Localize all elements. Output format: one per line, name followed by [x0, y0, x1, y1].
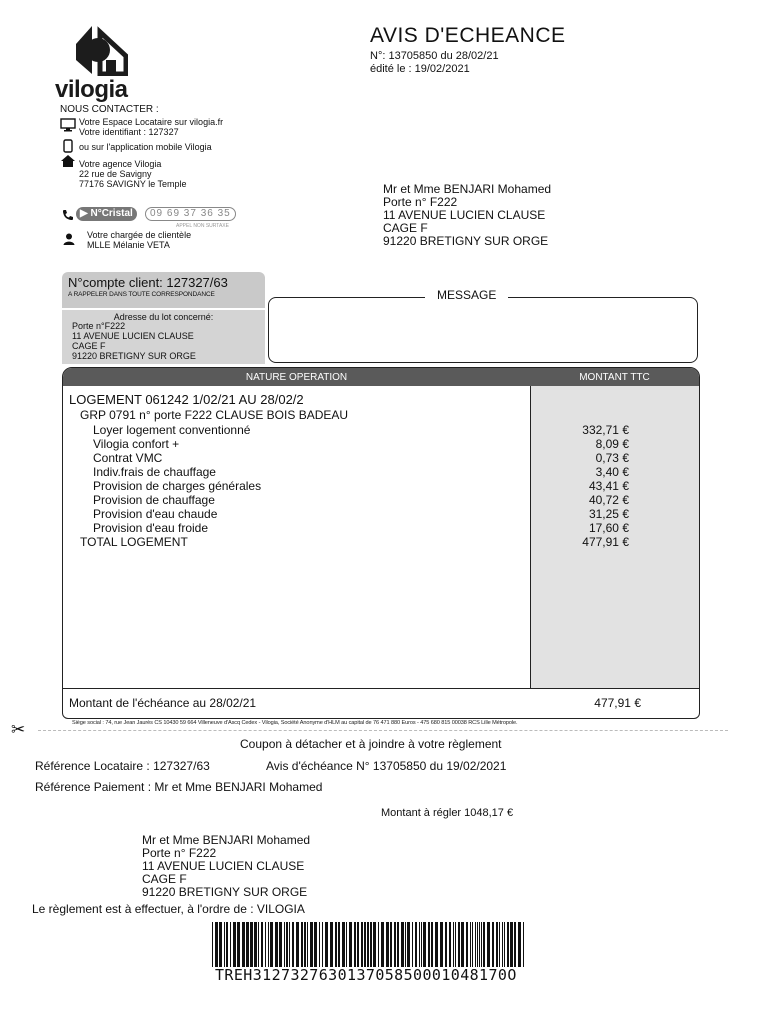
account-box [62, 272, 265, 308]
barcode-bar [304, 922, 306, 967]
line-item-label: Contrat VMC [93, 451, 163, 465]
person-icon [63, 233, 75, 245]
barcode-bar [224, 922, 225, 967]
barcode-bar [435, 922, 438, 967]
barcode-bar [370, 922, 372, 967]
barcode-bar [367, 922, 369, 967]
tenant-reference: Référence Locataire : 127327/63 [35, 759, 210, 773]
barcode-bar [322, 922, 323, 967]
computer-icon [60, 118, 76, 132]
barcode-bar [226, 922, 228, 967]
line-item-amount: 40,72 € [588, 493, 629, 507]
barcode-bar [394, 922, 396, 967]
coupon-address-line: CAGE F [142, 872, 187, 886]
barcode-bar [346, 922, 347, 967]
line-item-amount: 8,09 € [595, 437, 629, 451]
agency-line-2: 22 rue de Savigny [79, 169, 152, 179]
coupon-address-line: Mr et Mme BENJARI Mohamed [142, 833, 311, 847]
play-icon: ▶ [80, 208, 91, 219]
barcode-bar [412, 922, 413, 967]
phone-icon [62, 209, 74, 221]
total-label: TOTAL LOGEMENT [80, 535, 188, 549]
barcode-bar [378, 922, 379, 967]
barcode-bar [419, 922, 420, 967]
vilogia-logo-icon [70, 24, 128, 76]
contact-heading: NOUS CONTACTER : [60, 104, 159, 115]
recipient-address [383, 183, 551, 248]
col-nature-header: NATURE OPERATION [245, 372, 348, 383]
barcode-bar [215, 922, 218, 967]
amount-to-pay: Montant à régler 1048,17 € [381, 807, 514, 819]
barcode-bar [275, 922, 278, 967]
barcode-bar [335, 922, 337, 967]
lot-address-line: 91220 BRETIGNY SUR ORGE [72, 351, 196, 361]
logo-text: vilogia [55, 76, 128, 103]
barcode-bar [518, 922, 521, 967]
line-item-amount: 0,73 € [595, 451, 629, 465]
barcode-bar [237, 922, 240, 967]
coupon-address-line: Porte n° F222 [142, 846, 217, 860]
barcode-bar [502, 922, 503, 967]
barcode-bar [423, 922, 426, 967]
group-line: GRP 0791 n° porte F222 CLAUSE BOIS BADEAU [80, 408, 349, 422]
agent-line-2: MLLE Mélanie VETA [87, 240, 170, 250]
barcode-bar [219, 922, 222, 967]
home-icon [61, 155, 75, 167]
due-label: Montant de l'échéance au 28/02/21 [69, 696, 257, 710]
table-header [63, 368, 699, 386]
barcode-bar [510, 922, 513, 967]
recipient-line: CAGE F [383, 221, 428, 235]
account-number: N°compte client: 127327/63 [68, 275, 228, 290]
barcode-bar [361, 922, 363, 967]
barcode-bar [279, 922, 282, 967]
mobile-line: ou sur l'application mobile Vilogia [79, 142, 212, 152]
barcode-bar [258, 922, 259, 967]
line-item-label: Provision d'eau chaude [93, 507, 218, 521]
account-note: A RAPPELER DANS TOUTE CORRESPONDANCE [68, 291, 215, 298]
payment-order: Le règlement est à effectuer, à l'ordre de : VILOGIA [32, 902, 305, 916]
lot-address-line: 11 AVENUE LUCIEN CLAUSE [72, 331, 194, 341]
line-item-amount: 3,40 € [595, 465, 629, 479]
barcode-bar [523, 922, 524, 967]
barcode-bar [440, 922, 443, 967]
barcode-bar [507, 922, 509, 967]
coupon-address [142, 834, 310, 899]
barcode-bar [242, 922, 245, 967]
notice-reference: Avis d'échéance N° 13705850 du 19/02/2021 [266, 759, 507, 773]
lot-address-box [62, 310, 265, 364]
barcode-bar [481, 922, 482, 967]
barcode-bar [268, 922, 269, 967]
due-amount: 477,91 € [594, 696, 641, 710]
line-item-amount: 17,60 € [588, 521, 629, 535]
legal-footer: Siège social : 74, rue Jean Jaurès CS 10430 59 664 Villeneuve d'Ascq Cedex - Vilogia, Société Anonyme d'HLM au capital de 76 471 880 Euros - 475 680 815 00038 RCS Lille Métropole. [72, 720, 518, 726]
barcode-bar [325, 922, 328, 967]
barcode-bar [250, 922, 253, 967]
cristal-label: N°Cristal [90, 208, 133, 219]
coupon-address-line: 11 AVENUE LUCIEN CLAUSE [142, 859, 305, 873]
barcode-bar [289, 922, 290, 967]
total-amount: 477,91 € [582, 535, 629, 549]
barcode-bar [310, 922, 313, 967]
barcode-bar [364, 922, 366, 967]
barcode-bar [492, 922, 494, 967]
barcode-bar [514, 922, 516, 967]
barcode-bar [357, 922, 359, 967]
barcode-bar [504, 922, 505, 967]
barcode-bar [354, 922, 356, 967]
barcode-bar [307, 922, 308, 967]
barcode-bar [487, 922, 490, 967]
barcode-bar [270, 922, 273, 967]
agency-line-1: Votre agence Vilogia [79, 159, 162, 169]
recipient-line: 91220 BRETIGNY SUR ORGE [383, 234, 549, 248]
barcode-bar [401, 922, 404, 967]
scissors-icon: ✂ [11, 720, 26, 739]
col-amount-header: MONTANT TTC [579, 372, 650, 383]
lot-address-line: CAGE F [72, 341, 106, 351]
web-line-1: Votre Espace Locataire sur vilogia.fr [79, 117, 224, 127]
operations-table [62, 367, 700, 719]
barcode-bar [453, 922, 454, 967]
notice-number: N°: 13705850 du 28/02/21 [370, 50, 499, 62]
agent-line-1: Votre chargée de clientèle [87, 230, 192, 240]
coupon-heading: Coupon à détacher et à joindre à votre règlement [240, 737, 502, 751]
phone-number: 09 69 37 36 35 [145, 207, 236, 221]
barcode-bar [230, 922, 231, 967]
barcode-bar [455, 922, 456, 967]
lot-address-title: Adresse du lot concerné: [113, 312, 214, 322]
barcode-bar [449, 922, 451, 967]
barcode-bar [330, 922, 333, 967]
barcode-bar [431, 922, 433, 967]
line-item-label: Provision d'eau froide [93, 521, 209, 535]
barcode-bar [284, 922, 285, 967]
barcode-bar [246, 922, 249, 967]
barcode-bar [466, 922, 468, 967]
barcode-bar [499, 922, 500, 967]
lot-address-line: Porte n°F222 [72, 321, 126, 331]
barcode-bar [390, 922, 392, 967]
barcode-bar [338, 922, 340, 967]
barcode-bar [477, 922, 478, 967]
barcode-bar [470, 922, 471, 967]
barcode-bar [475, 922, 476, 967]
barcode-bar [461, 922, 464, 967]
barcode-bar [254, 922, 257, 967]
line-item-label: Provision de chauffage [93, 493, 215, 507]
payment-reference: Référence Paiement : Mr et Mme BENJARI Mohamed [35, 780, 323, 794]
barcode-bar [445, 922, 447, 967]
barcode-bar [407, 922, 410, 967]
document-title: AVIS D'ECHEANCE [370, 24, 566, 47]
recipient-line: Porte n° F222 [383, 195, 458, 209]
line-item-amount: 43,41 € [588, 479, 629, 493]
barcode [212, 922, 526, 967]
barcode-bar [483, 922, 485, 967]
message-label: MESSAGE [425, 288, 508, 302]
line-item-label: Provision de charges générales [93, 479, 262, 493]
barcode-bar [415, 922, 417, 967]
barcode-bar [292, 922, 294, 967]
barcode-bar [286, 922, 288, 967]
barcode-bar [296, 922, 299, 967]
web-line-2: Votre identifiant : 127327 [79, 127, 179, 137]
barcode-bar [421, 922, 422, 967]
line-item-label: Vilogia confort + [93, 437, 180, 451]
barcode-bar [472, 922, 473, 967]
barcode-bar [373, 922, 376, 967]
barcode-bar [301, 922, 303, 967]
barcode-bar [314, 922, 317, 967]
recipient-line: Mr et Mme BENJARI Mohamed [383, 182, 552, 196]
phone-note: APPEL NON SURTAXE [176, 223, 229, 229]
barcode-bar [386, 922, 389, 967]
message-box [268, 297, 698, 363]
barcode-bar [496, 922, 498, 967]
barcode-bar [479, 922, 480, 967]
barcode-bar [397, 922, 399, 967]
coupon-address-line: 91220 BRETIGNY SUR ORGE [142, 885, 308, 899]
mobile-icon [63, 139, 73, 153]
barcode-bar [342, 922, 345, 967]
barcode-bar [265, 922, 266, 967]
recipient-line: 11 AVENUE LUCIEN CLAUSE [383, 208, 546, 222]
due-amount-row [63, 688, 699, 719]
line-item-label: Loyer logement conventionné [93, 423, 251, 437]
barcode-bar [428, 922, 430, 967]
agency-line-3: 77176 SAVIGNY le Temple [79, 179, 187, 189]
barcode-bar [233, 922, 236, 967]
barcode-bar [349, 922, 352, 967]
edit-date: édité le : 19/02/2021 [370, 63, 470, 75]
barcode-bar [261, 922, 263, 967]
barcode-bar [458, 922, 460, 967]
barcode-bar [405, 922, 406, 967]
barcode-bar [319, 922, 320, 967]
section-title: LOGEMENT 061242 1/02/21 AU 28/02/2 [69, 392, 304, 407]
line-item-amount: 31,25 € [588, 507, 629, 521]
barcode-bar [212, 922, 213, 967]
cristal-badge [76, 207, 137, 221]
line-item-label: Indiv.frais de chauffage [93, 465, 216, 479]
line-item-amount: 332,71 € [582, 423, 629, 437]
cut-line [38, 730, 728, 731]
barcode-bar [381, 922, 384, 967]
barcode-number: TREH312732763013705850001048170O [215, 966, 517, 984]
